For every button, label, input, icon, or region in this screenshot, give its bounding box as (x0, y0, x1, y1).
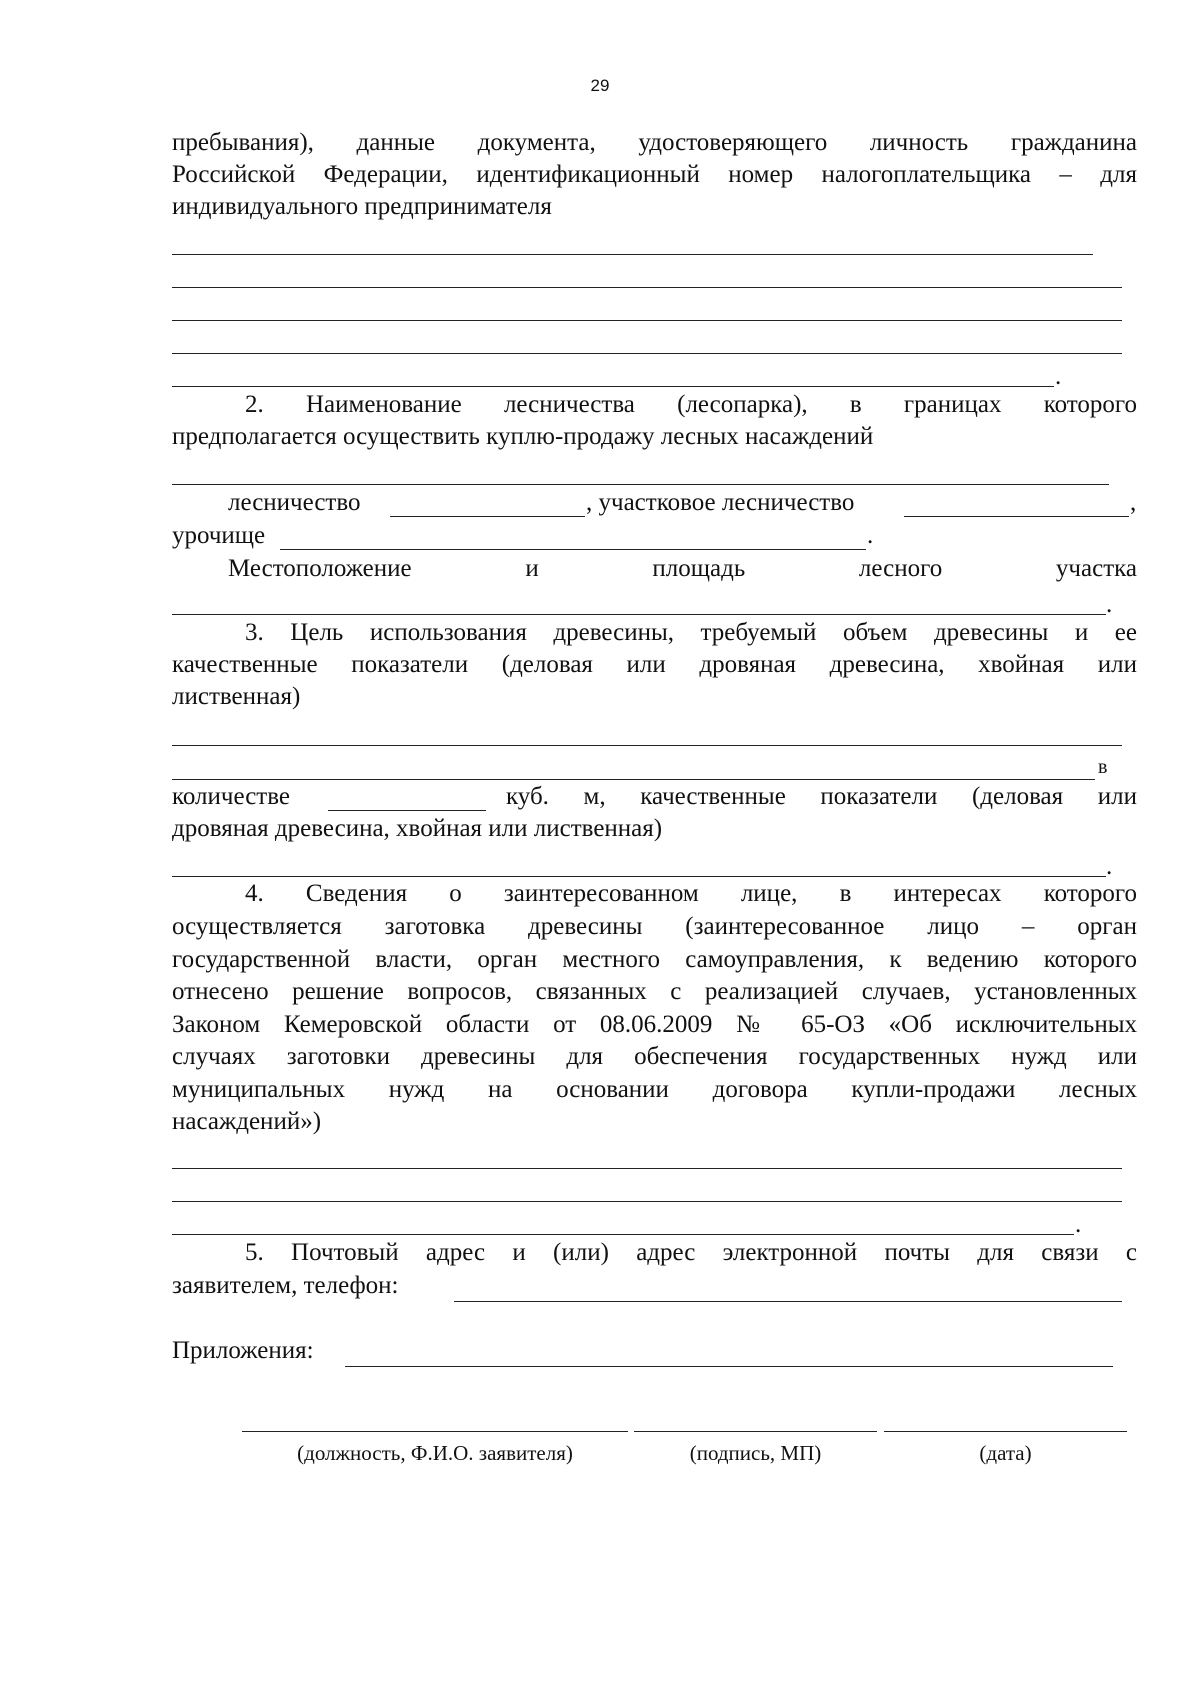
quantity-rest: куб. м, качественные показатели (деловая или (506, 783, 1137, 810)
fill-line[interactable] (172, 745, 1122, 746)
line-end-period: . (1055, 363, 1062, 390)
fill-line[interactable] (172, 1234, 1074, 1235)
fill-line[interactable] (172, 1201, 1122, 1202)
s4-line-7: муниципальных нужд на основании договора купли-продажи лесных (172, 1076, 1137, 1103)
s3-line-5: дровяная древесина, хвойная или лиственная) (172, 815, 663, 842)
position-field[interactable] (242, 1431, 628, 1432)
line-end-period: . (867, 522, 874, 549)
intro-line-3: индивидуального предпринимателя (172, 193, 552, 220)
s5-line-2: заявителем, телефон: (172, 1272, 399, 1299)
page-number: 29 (590, 76, 610, 95)
fill-line[interactable] (172, 320, 1122, 321)
s4-line-1: 4. Сведения о заинтересованном лице, в интересах которого (245, 880, 1137, 907)
s4-line-8: насаждений») (172, 1108, 322, 1135)
line-end-comma: , (1130, 489, 1137, 516)
s3-line-1: 3. Цель использования древесины, требуемый объем древесины и ее (245, 619, 1137, 646)
signature-caption: (подпись, МП) (689, 1441, 822, 1465)
intro-line-2: Российской Федерации, идентификационный номер налогоплательщика – для (172, 161, 1137, 188)
fill-line[interactable] (172, 386, 1054, 387)
signature-field[interactable] (634, 1431, 877, 1432)
date-caption: (дата) (979, 1441, 1032, 1465)
fill-line[interactable] (172, 484, 1109, 485)
fill-line[interactable] (172, 876, 1106, 877)
s4-line-4: отнесено решение вопросов, связанных с реализацией случаев, установленных (172, 978, 1137, 1005)
s2-line-1: 2. Наименование лесничества (лесопарка), в границах которого (245, 391, 1137, 418)
forestry-field[interactable] (390, 516, 585, 517)
district-field[interactable] (904, 516, 1129, 517)
attachments-field[interactable] (345, 1366, 1113, 1367)
location-label: Местоположение и площадь лесного участка (228, 555, 1137, 582)
s4-line-5: Законом Кемеровской области от 08.06.2009 № 65-ОЗ «Об исключительных (172, 1011, 1137, 1038)
line-end-period: . (1075, 1211, 1082, 1238)
position-caption: (должность, Ф.И.О. заявителя) (297, 1441, 573, 1465)
date-field[interactable] (884, 1431, 1127, 1432)
line-end-period: . (1106, 853, 1113, 880)
s5-line-1: 5. Почтовый адрес и (или) адрес электронной почты для связи с (245, 1239, 1137, 1266)
tract-field[interactable] (280, 549, 866, 550)
v-label: в (1098, 756, 1108, 778)
fill-line[interactable] (172, 254, 1093, 255)
line-end-period: . (1106, 591, 1113, 618)
fill-line[interactable] (172, 353, 1122, 354)
intro-line-1: пребывания), данные документа, удостоверяющего личность гражданина (172, 129, 1137, 156)
quantity-field[interactable] (328, 810, 486, 811)
s2-line-2: предполагается осуществить куплю-продажу лесных насаждений (172, 423, 874, 450)
fill-line[interactable] (172, 779, 1095, 780)
s3-line-2: качественные показатели (деловая или дровяная древесина, хвойная или (172, 651, 1137, 678)
tract-label: урочище (172, 522, 266, 549)
quantity-label: количестве (172, 783, 290, 810)
fill-line[interactable] (172, 1168, 1122, 1169)
s3-line-3: лиственная) (172, 683, 301, 710)
s4-line-2: осуществляется заготовка древесины (заинтересованное лицо – орган (172, 913, 1137, 940)
s4-line-3: государственной власти, орган местного самоуправления, к ведению которого (172, 946, 1137, 973)
location-field[interactable] (172, 614, 1106, 615)
contact-field[interactable] (454, 1301, 1122, 1302)
fill-line[interactable] (172, 287, 1122, 288)
district-label: , участковое лесничество (586, 489, 855, 516)
forestry-label: лесничество (228, 489, 361, 516)
attachments-label: Приложения: (172, 1337, 314, 1364)
s4-line-6: случаях заготовки древесины для обеспечения государственных нужд или (172, 1043, 1137, 1070)
